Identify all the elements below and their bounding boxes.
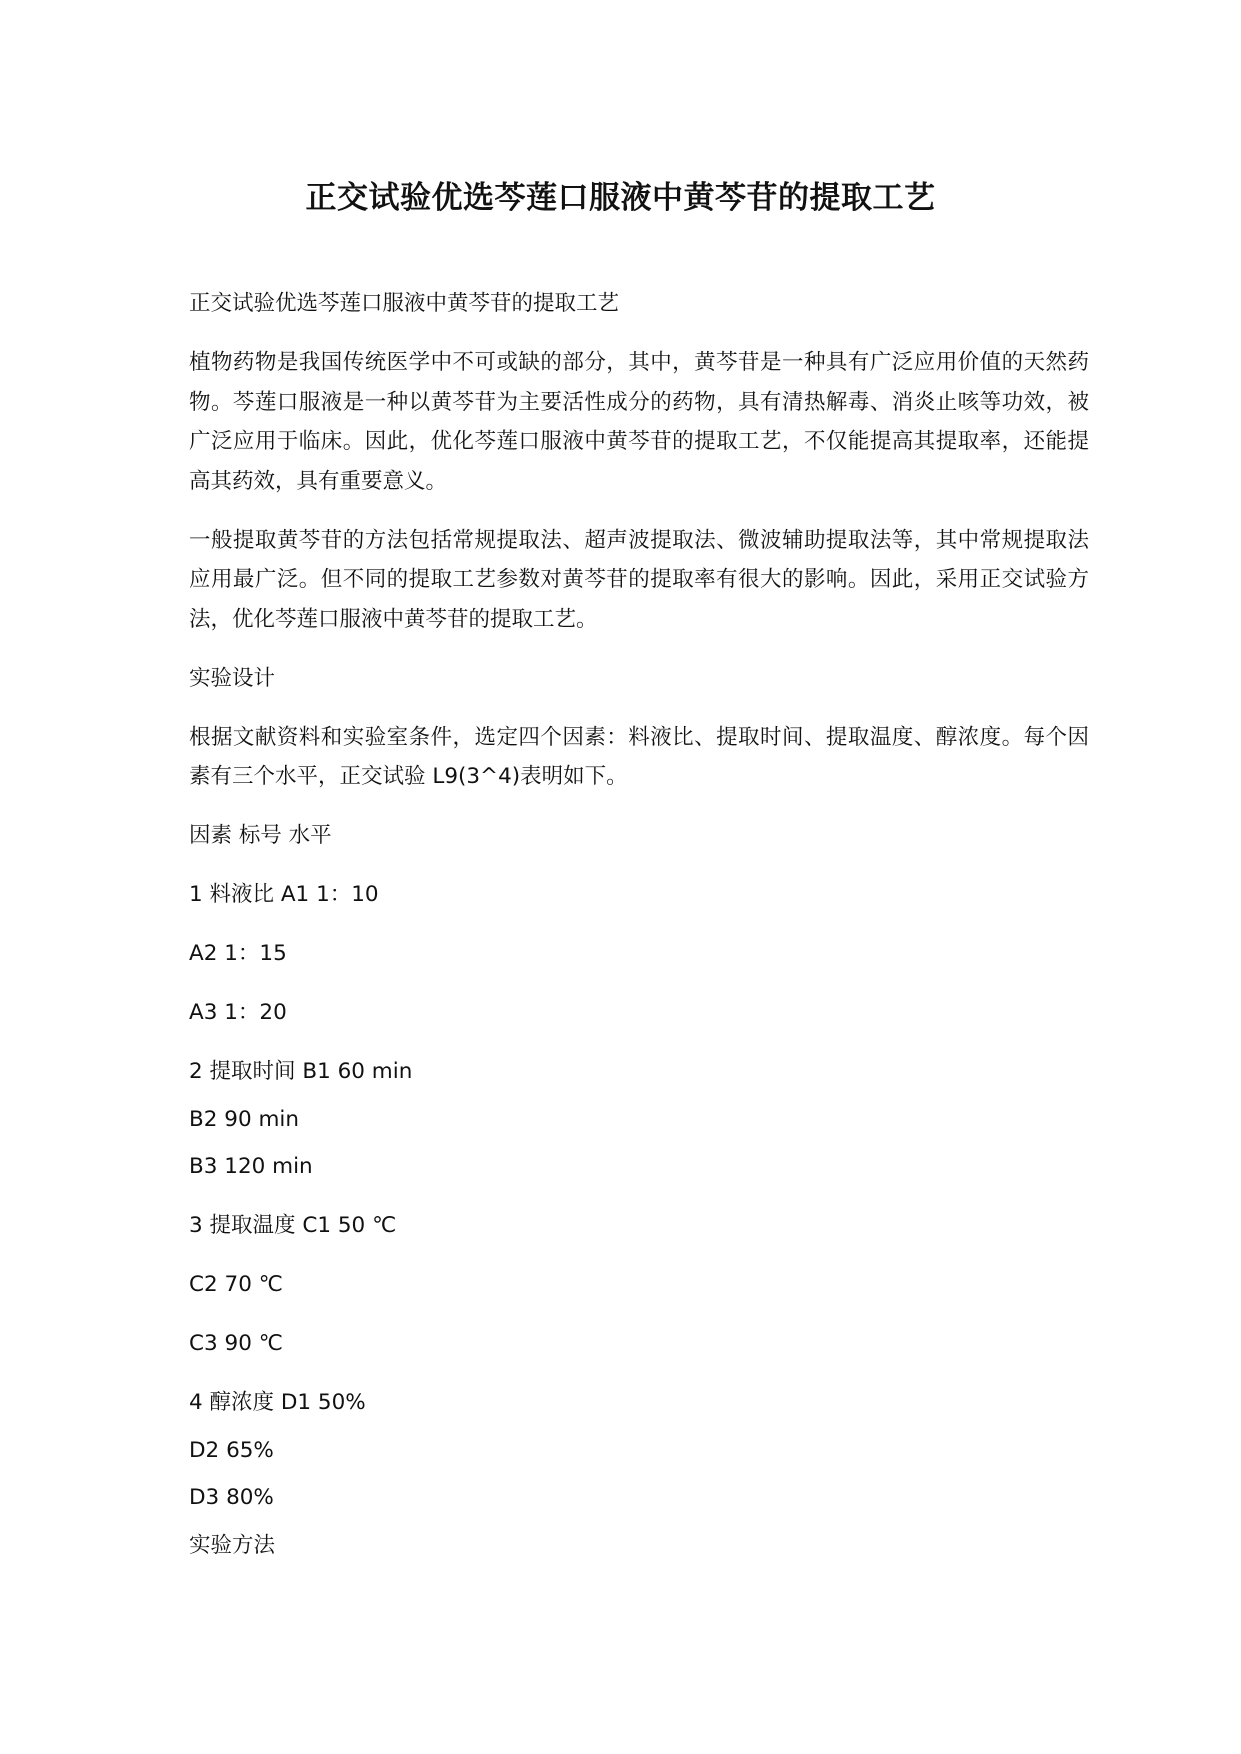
document-body bbox=[189, 284, 1089, 1565]
factor-table-header: 因素 标号 水平 bbox=[189, 823, 332, 848]
factor-line-b2: B2 90 min bbox=[189, 1106, 299, 1132]
section-heading-design: 实验设计 bbox=[189, 665, 276, 691]
factor-line-c2: C2 70 ℃ bbox=[189, 1272, 283, 1297]
factor-line-a3: A3 1：20 bbox=[189, 1000, 287, 1025]
document-title: 正交试验优选芩莲口服液中黄芩苷的提取工艺 bbox=[305, 180, 936, 216]
factor-line-c1: 3 提取温度 C1 50 ℃ bbox=[189, 1213, 397, 1238]
factor-line-b3: B3 120 min bbox=[189, 1154, 313, 1179]
subtitle-paragraph: 正交试验优选芩莲口服液中黄芩苷的提取工艺 bbox=[189, 291, 620, 316]
factors-paragraph: 根据文献资料和实验室条件，选定四个因素：料液比、提取时间、提取温度、醇浓度。每个因素有三个水平，正交试验 L9(3^4)表明如下。 bbox=[189, 724, 1089, 789]
factor-line-d3: D3 80% bbox=[189, 1485, 274, 1510]
factor-line-a2: A2 1：15 bbox=[189, 941, 287, 966]
method-overview-paragraph: 一般提取黄芩苷的方法包括常规提取法、超声波提取法、微波辅助提取法等，其中常规提取法应用最广泛。但不同的提取工艺参数对黄芩苷的提取率有很大的影响。因此，采用正交试验方法，优化芩莲口服液中黄芩苷的提取工艺。 bbox=[189, 527, 1089, 632]
factor-line-b1: 2 提取时间 B1 60 min bbox=[189, 1059, 413, 1084]
section-heading-method: 实验方法 bbox=[189, 1532, 276, 1558]
factor-line-d1: 4 醇浓度 D1 50% bbox=[189, 1390, 366, 1415]
factor-line-d2: D2 65% bbox=[189, 1437, 274, 1463]
intro-paragraph: 植物药物是我国传统医学中不可或缺的部分，其中，黄芩苷是一种具有广泛应用价值的天然药物。芩莲口服液是一种以黄芩苷为主要活性成分的药物，具有清热解毒、消炎止咳等功效，被广泛应用于临床。因此，优化芩莲口服液中黄芩苷的提取工艺，不仅能提高其提取率，还能提高其药效，具有重要意义。 bbox=[189, 350, 1089, 494]
factor-line-c3: C3 90 ℃ bbox=[189, 1331, 283, 1356]
factor-line-a1: 1 料液比 A1 1：10 bbox=[189, 882, 379, 907]
